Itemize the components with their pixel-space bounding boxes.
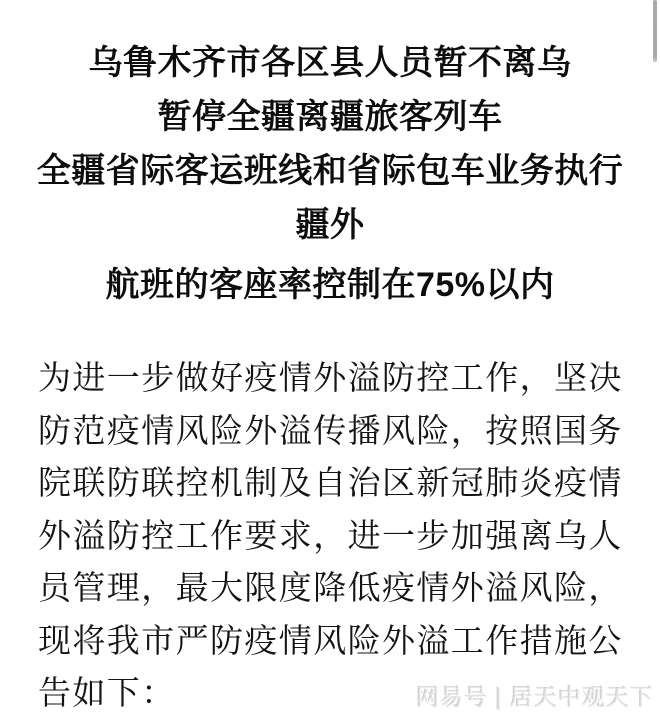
title-line-1: 乌鲁木齐市各区县人员暂不离乌 [88,44,572,82]
body-text-line: 院联防联控机制及自治区新冠肺炎疫情 [38,464,623,501]
body-text-line: 为进一步做好疫情外溢防控工作，坚决 [38,359,623,396]
article-title [0,36,660,312]
scrollbar-thumb[interactable] [653,0,657,62]
body-text-line: 员管理，最大限度降低疫情外溢风险， [38,569,623,606]
netease-watermark: 网易号 | 居天中观天下 [416,684,654,710]
body-text-line: 外溢防控工作要求，进一步加强离乌人 [38,516,623,554]
title-line-3: 全疆省际客运班线和省际包车业务执行 [36,152,624,190]
title-line-2: 暂停全疆离疆旅客列车 [157,98,503,136]
body-text-line: 现将我市严防疫情风险外溢工作措施公 [38,621,623,659]
body-text-line: 防范疫情风险外溢传播风险，按照国务 [38,411,623,449]
title-line-4: 疆外 [295,206,365,244]
article-body [38,352,622,717]
title-line-5: 航班的客座率控制在75%以内 [105,266,555,304]
body-text-line: 告如下： [38,674,176,711]
